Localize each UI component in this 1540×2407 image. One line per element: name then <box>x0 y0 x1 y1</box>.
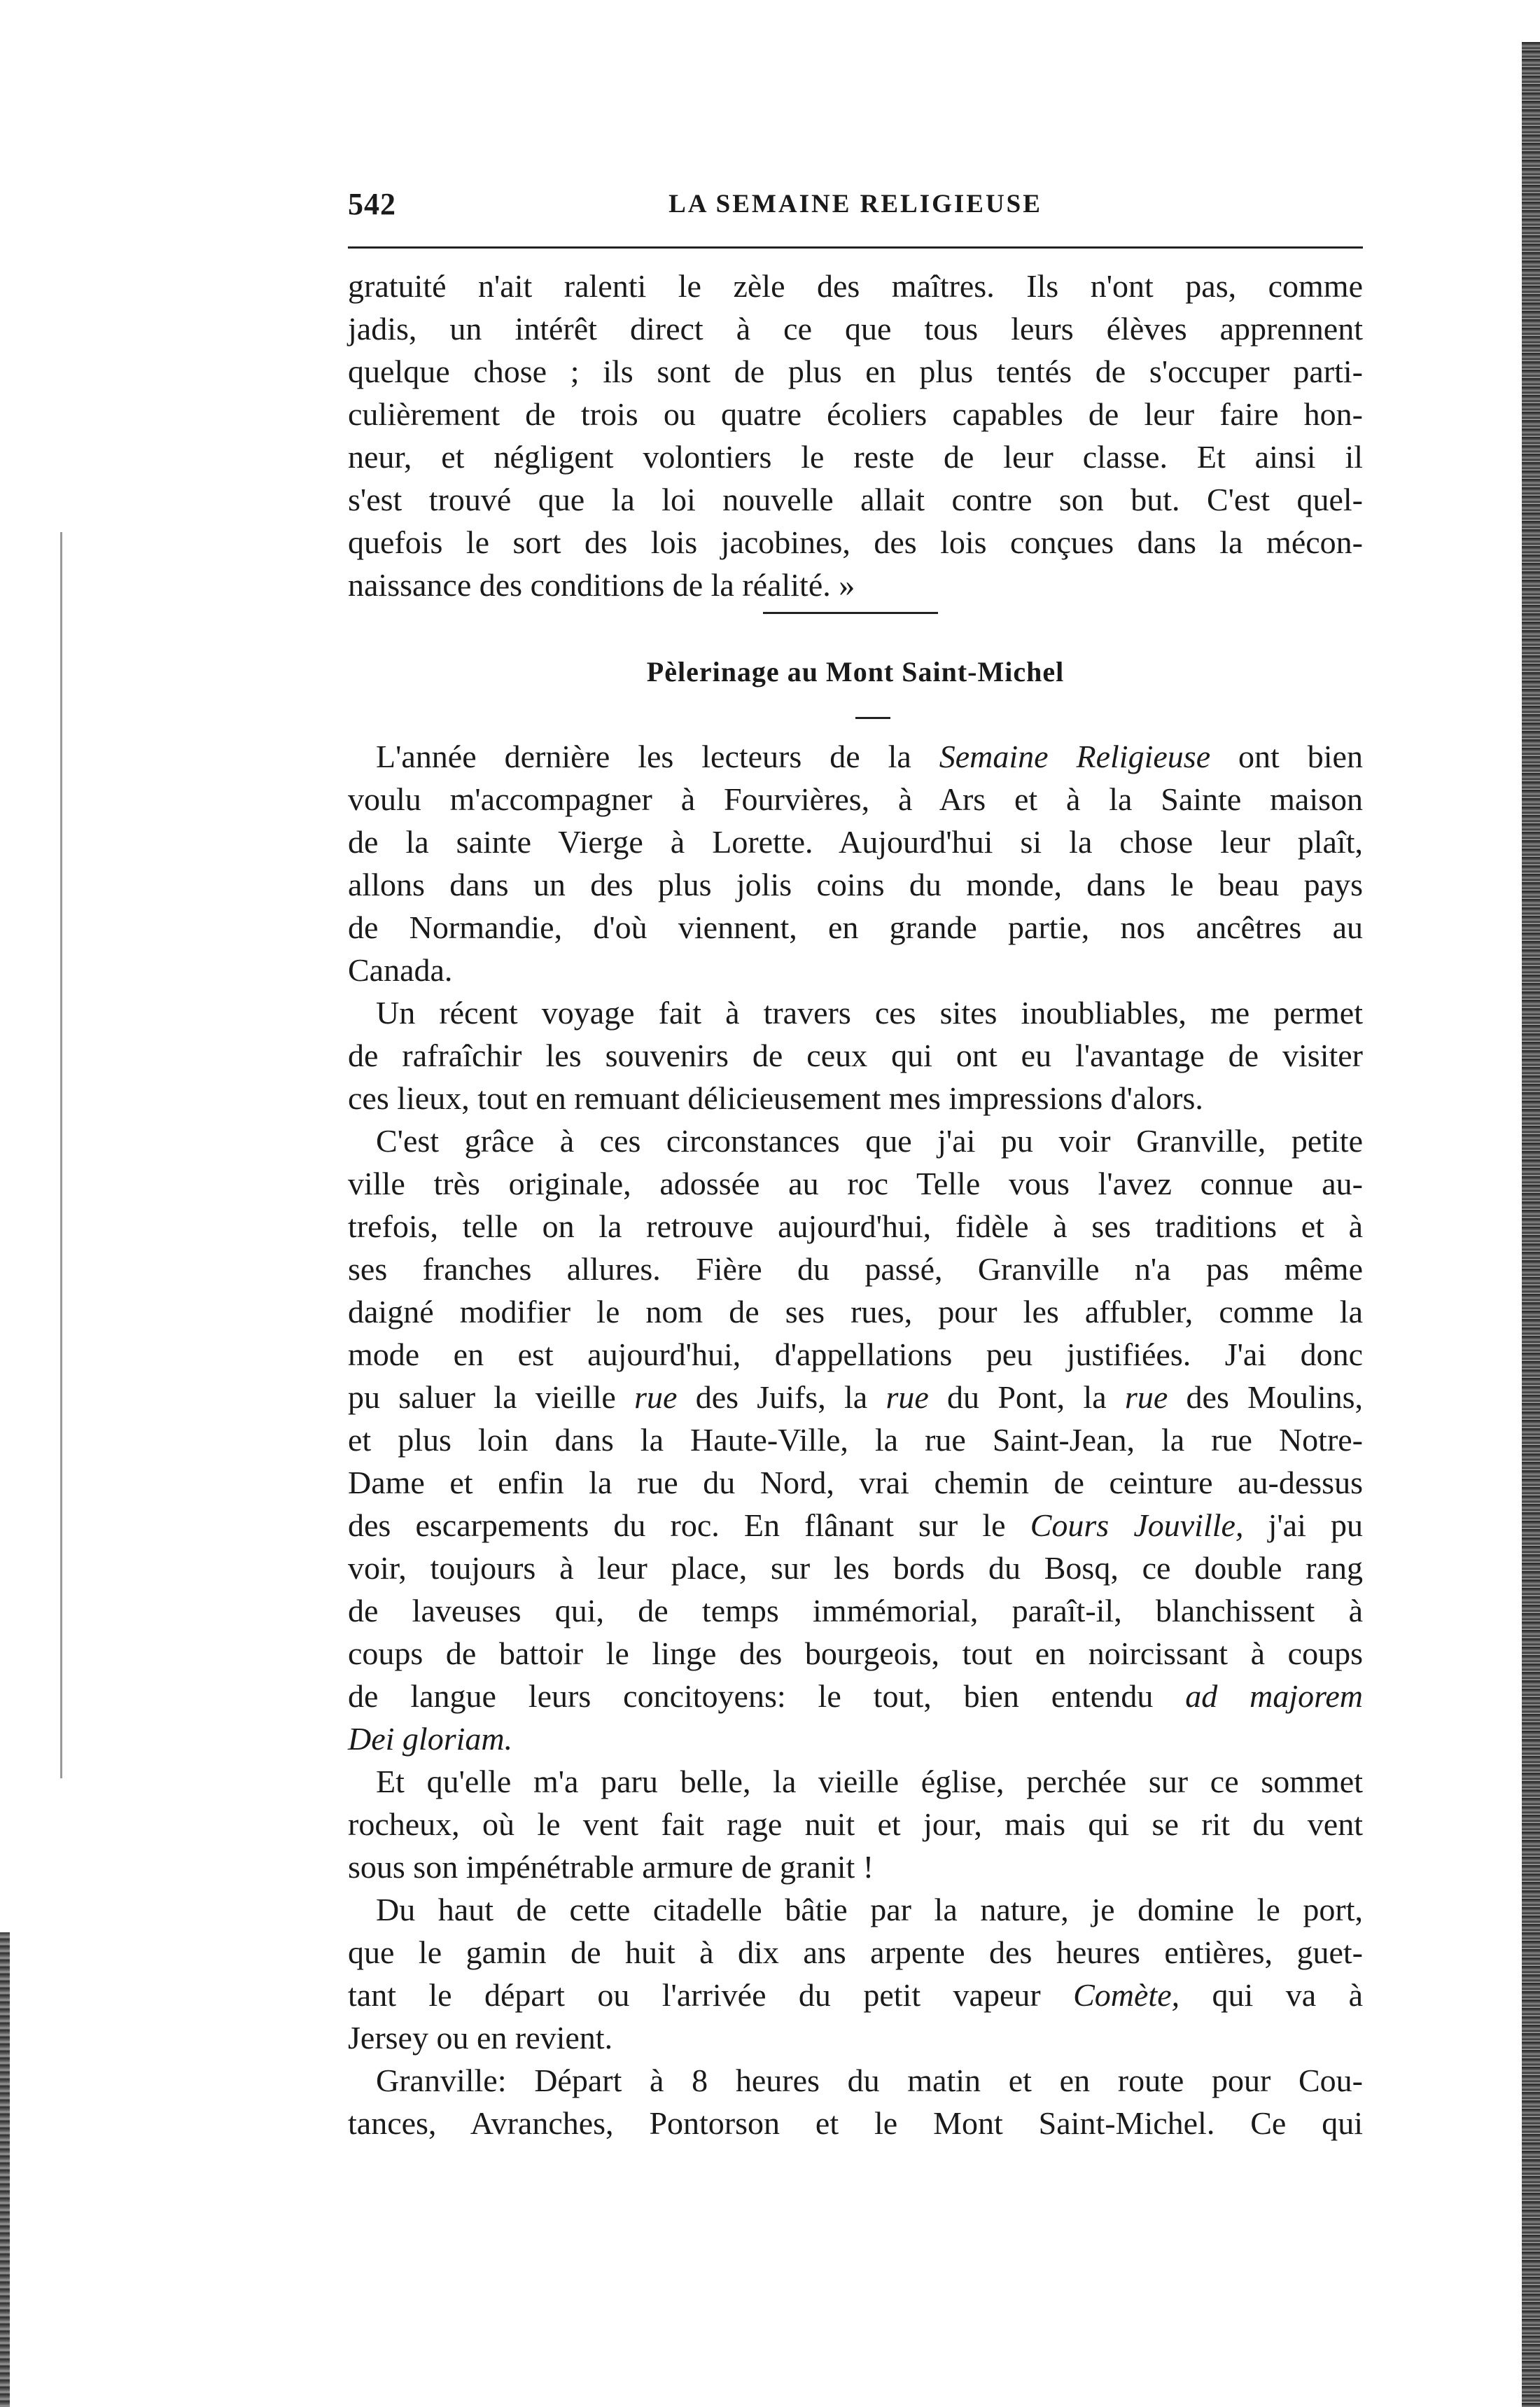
text-line: culièrement de trois ou quatre écoliers capables de leur faire hon- <box>348 396 1363 432</box>
text-line: coups de battoir le linge des bourgeois, tout en noircissant à coups <box>348 1635 1363 1671</box>
margin-mark <box>60 532 62 1778</box>
text-line: L'année dernière les lecteurs de la Semaine Religieuse ont bien <box>376 739 1363 774</box>
article-body <box>348 735 1363 2144</box>
text-line: tances, Avranches, Pontorson et le Mont Saint-Michel. Ce qui <box>348 2105 1363 2141</box>
text-line: s'est trouvé que la loi nouvelle allait contre son but. C'est quel- <box>348 482 1363 517</box>
header-rule <box>348 246 1363 249</box>
binding-edge-shadow <box>0 1932 10 2407</box>
text-line: Canada. <box>348 952 453 988</box>
text-line: allons dans un des plus jolis coins du monde, dans le beau pays <box>348 867 1363 902</box>
text-line: Dame et enfin la rue du Nord, vrai chemin de ceinture au-dessus <box>348 1465 1363 1500</box>
page-number: 542 <box>348 187 396 221</box>
text-line: ses franches allures. Fière du passé, Granville n'a pas même <box>348 1251 1363 1287</box>
text-line: rocheux, où le vent fait rage nuit et jour, mais qui se rit du vent <box>348 1806 1363 1842</box>
title-underline <box>855 717 890 719</box>
text-line: Du haut de cette citadelle bâtie par la nature, je domine le port, <box>376 1892 1363 1927</box>
text-line: C'est grâce à ces circonstances que j'ai pu voir Granville, petite <box>376 1123 1363 1159</box>
text-line: des escarpements du roc. En flânant sur le Cours Jouville, j'ai pu <box>348 1507 1364 1543</box>
text-line: trefois, telle on la retrouve aujourd'hui, fidèle à ses traditions et à <box>348 1208 1363 1244</box>
text-line: Granville: Départ à 8 heures du matin et en route pour Cou- <box>376 2063 1363 2098</box>
text-line: de Normandie, d'où viennent, en grande partie, nos ancêtres au <box>348 909 1363 945</box>
text-line: voulu m'accompagner à Fourvières, à Ars et à la Sainte maison <box>348 781 1363 817</box>
text-line: Jersey ou en revient. <box>348 2020 613 2056</box>
text-line: naissance des conditions de la réalité. » <box>348 567 855 603</box>
text-line: de laveuses qui, de temps immémorial, paraît-il, blanchissent à <box>348 1593 1363 1628</box>
section-divider <box>763 612 938 614</box>
continuation-paragraph <box>348 265 1363 606</box>
section-title: Pèlerinage au Mont Saint-Michel <box>646 656 1065 688</box>
text-line: pu saluer la vieille rue des Juifs, la rue du Pont, la rue des Moulins, <box>348 1379 1363 1415</box>
text-line: de rafraîchir les souvenirs de ceux qui ont eu l'avantage de visiter <box>348 1038 1363 1073</box>
text-line: daigné modifier le nom de ses rues, pour les affubler, comme la <box>348 1294 1363 1330</box>
text-line: ces lieux, tout en remuant délicieusement mes impressions d'alors. <box>348 1080 1203 1116</box>
text-line: Et qu'elle m'a paru belle, la vieille église, perchée sur ce sommet <box>376 1764 1363 1799</box>
text-line: et plus loin dans la Haute-Ville, la rue Saint-Jean, la rue Notre- <box>348 1422 1363 1458</box>
text-line: quefois le sort des lois jacobines, des lois conçues dans la mécon- <box>348 524 1363 560</box>
text-line: sous son impénétrable armure de granit ! <box>348 1849 874 1885</box>
text-line: Un récent voyage fait à travers ces sites inoubliables, me permet <box>376 995 1363 1031</box>
text-line: voir, toujours à leur place, sur les bords du Bosq, ce double rang <box>348 1550 1363 1586</box>
text-line: mode en est aujourd'hui, d'appellations peu justifiées. J'ai donc <box>348 1337 1363 1372</box>
text-line: quelque chose ; ils sont de plus en plus tentés de s'occuper parti- <box>348 354 1363 389</box>
text-line: ville très originale, adossée au roc Telle vous l'avez connue au- <box>348 1166 1363 1201</box>
text-line: jadis, un intérêt direct à ce que tous leurs élèves apprennent <box>348 311 1363 347</box>
text-line: de langue leurs concitoyens: le tout, bien entendu ad majorem <box>348 1678 1363 1714</box>
text-line: tant le départ ou l'arrivée du petit vapeur Comète, qui va à <box>348 1977 1363 2013</box>
text-line: neur, et négligent volontiers le reste de leur classe. Et ainsi il <box>348 439 1363 475</box>
text-line: Dei gloriam. <box>348 1721 513 1757</box>
text-line: gratuité n'ait ralenti le zèle des maîtres. Ils n'ont pas, comme <box>348 268 1363 304</box>
page-edge-shadow <box>1522 42 1540 2407</box>
page-header <box>348 179 1363 221</box>
running-title: LA SEMAINE RELIGIEUSE <box>668 190 1042 218</box>
text-line: de la sainte Vierge à Lorette. Aujourd'hui si la chose leur plaît, <box>348 824 1363 860</box>
text-line: que le gamin de huit à dix ans arpente des heures entières, guet- <box>348 1934 1363 1970</box>
